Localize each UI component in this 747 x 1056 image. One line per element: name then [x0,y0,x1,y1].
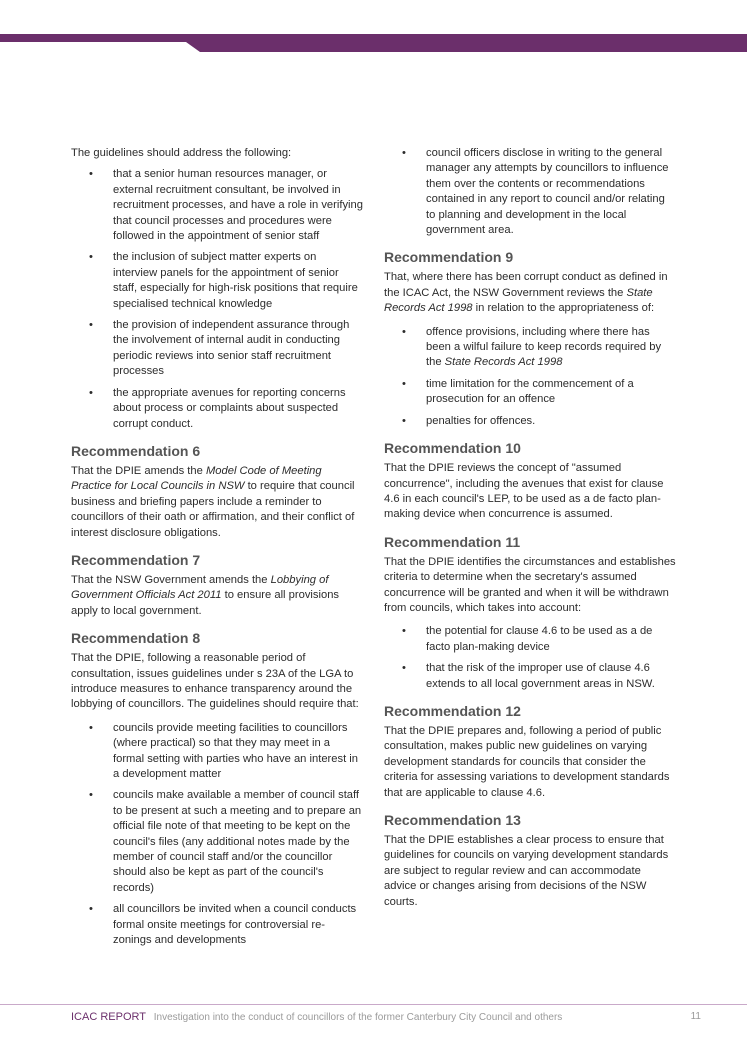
recommendation-7 [71,551,363,619]
bullet-icon: • [89,251,93,264]
recommendation-text: That, where there has been corrupt conduct as defined in the ICAC Act, the NSW Government reviews the State Records Act 1998 in relation to the appropriateness of: [384,271,668,315]
recommendation-heading: Recommendation 8 [71,630,201,647]
recommendation-12 [384,702,676,801]
guidelines-list [71,167,363,432]
footer-divider [0,1004,747,1005]
recommendation-text: That the DPIE amends the Model Code of Meeting Practice for Local Councils in NSW to require that council business and briefing papers include a reminder to councillors of their oath or affirmation, and their conflict of interest disclosure obligations. [71,464,355,539]
bullet-icon: • [402,147,406,159]
recommendation-text: That the DPIE reviews the concept of "assumed concurrence", including the avenues that exist for clause 4.6 in each council's LEP, to be used as a de facto plan-making device when concurrence is assumed. [384,462,664,521]
bullet-icon: • [402,625,406,638]
footer-brand: ICAC REPORT [71,1011,146,1023]
recommendation-text: That the DPIE establishes a clear process to ensure that guidelines for councils on varying development standards are subject to regular review and can accommodate advice or changes arising from decisions of the NSW courts. [384,834,669,908]
header-accent-bar [0,34,747,52]
recommendation-heading: Recommendation 11 [384,533,521,550]
bullet-icon: • [402,414,406,427]
recommendation-8-list [71,721,363,949]
page-number: 11 [690,1011,701,1022]
recommendation-heading: Recommendation 9 [384,249,514,266]
recommendation-9-list [384,325,676,429]
recommendation-text: That the DPIE, following a reasonable period of consultation, issues guidelines under s 23A of the LGA to introduce measures to enhance transparency around the lobbying of councillors. The guidelines should require that: [71,652,359,711]
bullet-icon: • [402,325,406,338]
list-item: • the potential for clause 4.6 to be used as a de facto plan-making device [402,625,653,653]
recommendation-heading: Recommendation 10 [384,440,521,457]
guidelines-intro: The guidelines should address the following: [71,147,292,159]
recommendation-9 [384,248,676,429]
list-item: • the provision of independent assurance through the involvement of internal audit in conducting periodic reviews into senior staff recruitment processes [89,319,350,378]
bullet-icon: • [89,721,93,734]
list-item: • councils make available a member of council staff to be present at such a meeting and to prepare an official file note of that meeting to be kept on the council's files (any additional notes made by the member of council staff and/or the councillor should also be kept as part of the council's records) [89,789,362,894]
list-item: • the inclusion of subject matter experts on interview panels for the appointment of senior staff, especially for high-risk positions that require specialised technical knowledge [89,251,358,310]
list-item: • all councillors be invited when a council conducts formal onsite meetings for controversial re-zonings and developments [89,903,357,947]
recommendation-6 [71,442,363,541]
bullet-icon: • [402,662,406,675]
recommendation-text: That the DPIE prepares and, following a period of public consultation, makes public new guidelines on varying development standards for councils that consider the criteria for assessing variations to development standards that are applicable to clause 4.6. [384,724,670,799]
list-item: • the appropriate avenues for reporting concerns about process or complaints about suspected corrupt conduct. [89,386,346,430]
bullet-icon: • [89,386,93,399]
footer-title: Investigation into the conduct of councillors of the former Canterbury City Council and others [153,1012,563,1023]
recommendation-11-list [384,624,676,692]
list-item: • councils provide meeting facilities to councillors (where practical) so that they may meet in a formal setting with parties who have an interest in a development matter [89,721,359,780]
recommendation-8 [71,629,363,948]
list-item: • that the risk of the improper use of clause 4.6 extends to all local government areas in NSW. [402,662,655,690]
list-item: • penalties for offences. [384,414,676,429]
list-item: • time limitation for the commencement of a prosecution for an offence [402,377,634,406]
recommendation-heading: Recommendation 6 [71,442,201,459]
recommendation-13 [384,811,676,910]
bullet-icon: • [89,168,93,181]
recommendation-text: That the NSW Government amends the Lobbying of Government Officials Act 2011 to ensure all provisions apply to local government. [71,573,340,617]
page-footer [71,1011,701,1024]
list-item: • council officers disclose in writing to the general manager any attempts by councillors to influence them over the contents or recommendations contained in any report to council and/or relating to planning and development in the local government area. [402,147,669,237]
list-item: • that a senior human resources manager, or external recruitment consultant, be involved in recruitment processes, and have a role in verifying that council processes and procedures were followed in the appointment of senior staff [89,168,363,243]
left-column [71,146,363,954]
recommendation-heading: Recommendation 12 [384,702,521,719]
recommendation-heading: Recommendation 13 [384,812,521,828]
recommendation-text: That the DPIE identifies the circumstances and establishes criteria to determine when the secretary's assumed concurrence will be granted and when it will be withdrawn from councils, which takes into account: [384,555,676,614]
bullet-icon: • [89,319,93,332]
bullet-icon: • [89,903,93,916]
recommendation-heading: Recommendation 7 [71,551,201,568]
list-item: • offence provisions, including where there has been a wilful failure to keep records required by the State Records Act 1998 [402,325,662,369]
right-column [384,146,676,910]
recommendation-8-list-continued [384,146,676,238]
bullet-icon: • [402,377,406,390]
recommendation-10 [384,439,676,523]
recommendation-11 [384,533,676,692]
bullet-icon: • [89,789,93,802]
